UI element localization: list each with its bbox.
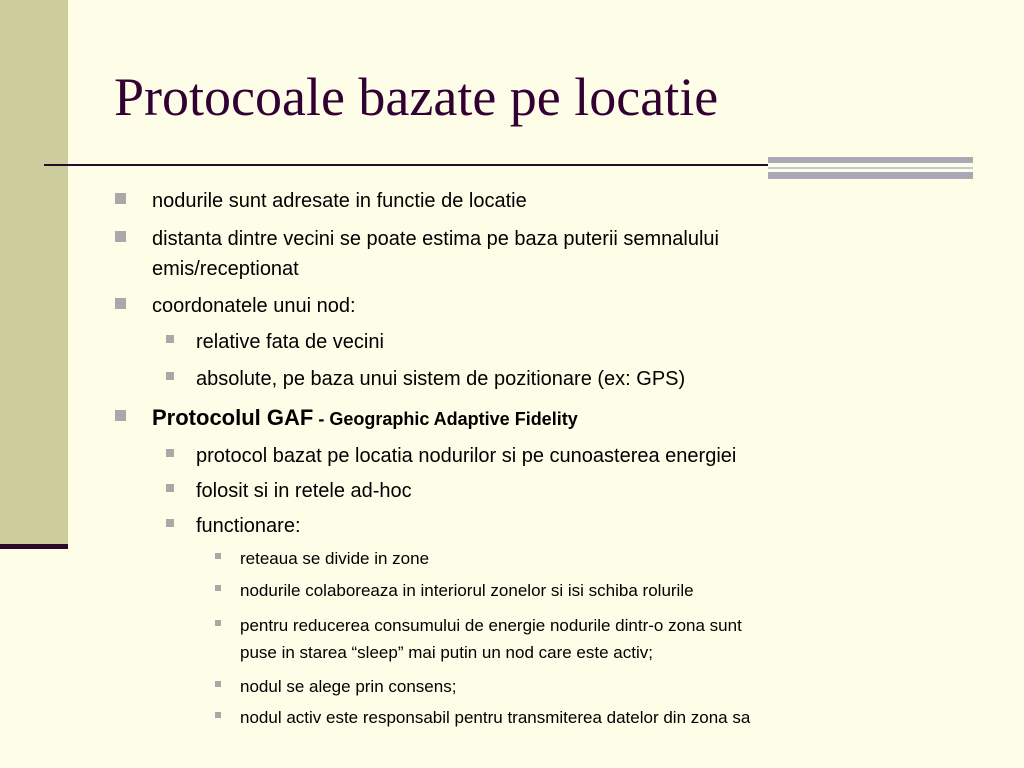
square-bullet-icon <box>166 449 174 457</box>
square-bullet-icon <box>215 681 221 687</box>
accent-bar-middle <box>768 167 973 169</box>
list-item <box>152 403 578 434</box>
list-item <box>240 613 742 639</box>
list-item-text: emis/receptionat <box>152 258 299 280</box>
list-item-text: nodul se alege prin consens; <box>240 677 457 696</box>
list-item-continuation <box>152 254 299 284</box>
list-item-text: puse in starea “sleep” mai putin un nod care este activ; <box>240 643 653 662</box>
slide-title: Protocoale bazate pe locatie <box>114 67 719 127</box>
list-item-text: reteaua se divide in zone <box>240 549 430 568</box>
square-bullet-icon <box>115 193 126 204</box>
list-item-text: relative fata de vecini <box>196 331 384 353</box>
list-item <box>196 327 384 357</box>
list-item-text: functionare: <box>196 515 301 537</box>
square-bullet-icon <box>166 372 174 380</box>
list-item-heading: Protocolul GAF <box>152 405 314 430</box>
square-bullet-icon <box>215 585 221 591</box>
list-item <box>240 705 750 731</box>
left-bar-bottom-rule <box>0 544 68 549</box>
list-item-text: coordonatele unui nod: <box>152 295 356 317</box>
list-item <box>196 364 685 394</box>
list-item-text: absolute, pe baza unui sistem de pozitionare (ex: GPS) <box>196 368 686 390</box>
square-bullet-icon <box>115 410 126 421</box>
square-bullet-icon <box>215 712 221 718</box>
list-item-subheading: - Geographic Adaptive Fidelity <box>313 409 578 429</box>
list-item-text: nodul activ este responsabil pentru transmiterea datelor din zona sa <box>240 708 751 727</box>
list-item <box>240 674 456 700</box>
list-item <box>152 224 719 254</box>
accent-bar-top <box>768 157 973 163</box>
title-underline-rule <box>44 164 768 166</box>
accent-bars <box>768 157 973 179</box>
square-bullet-icon <box>166 335 174 343</box>
list-item <box>152 186 527 216</box>
list-item <box>240 546 429 572</box>
list-item-text: nodurile colaboreaza in interiorul zonelor si isi schiba rolurile <box>240 581 694 600</box>
square-bullet-icon <box>215 620 221 626</box>
list-item-text: distanta dintre vecini se poate estima pe baza puterii semnalului <box>152 228 719 250</box>
list-item <box>152 291 356 321</box>
list-item-text: folosit si in retele ad-hoc <box>196 480 412 502</box>
list-item <box>196 441 736 471</box>
list-item <box>196 476 412 506</box>
list-item-text: pentru reducerea consumului de energie nodurile dintr-o zona sunt <box>240 616 742 635</box>
list-item <box>196 511 301 541</box>
list-item-text: protocol bazat pe locatia nodurilor si pe cunoasterea energiei <box>196 445 737 467</box>
list-item-continuation <box>240 640 653 666</box>
square-bullet-icon <box>115 231 126 242</box>
square-bullet-icon <box>115 298 126 309</box>
square-bullet-icon <box>215 553 221 559</box>
list-item <box>240 578 694 604</box>
square-bullet-icon <box>166 484 174 492</box>
list-item-text: nodurile sunt adresate in functie de locatie <box>152 190 527 212</box>
accent-bar-bottom <box>768 172 973 179</box>
left-decorative-bar <box>0 0 68 545</box>
square-bullet-icon <box>166 519 174 527</box>
